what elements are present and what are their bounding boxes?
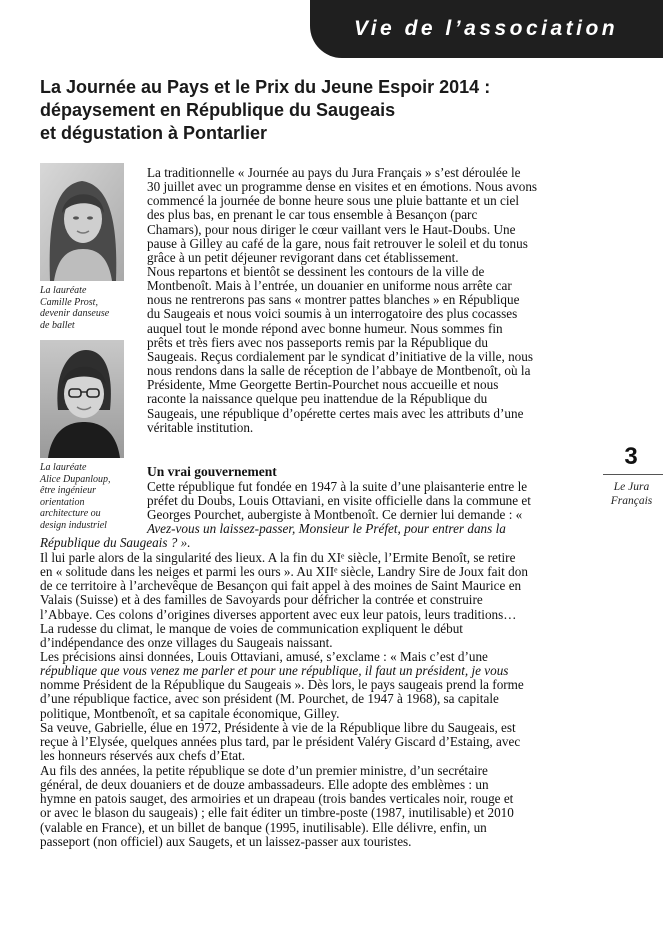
title-line: La Journée au Pays et le Prix du Jeune Espoir 2014 : bbox=[40, 77, 491, 97]
caption-line: Camille Prost, bbox=[40, 296, 98, 308]
paragraph-continuation bbox=[40, 536, 581, 550]
text-line: véritable institution. bbox=[147, 419, 254, 435]
text-line: politique, Montbenoît, et sa capitale économique, Gilley. bbox=[40, 705, 340, 721]
page-number: 3 bbox=[624, 443, 638, 470]
text-line: des plus bas, en prenant le car tous ensemble à Besançon (parc bbox=[147, 207, 478, 223]
text-line: Montbenoît. Mais à l’entrée, un douanier en uniforme nous arrête car bbox=[147, 278, 512, 294]
text-line: (valable en France), et un billet de banque (1995, inutilisable). Elle délivre, enfin, un bbox=[40, 819, 487, 835]
text-line: grâce à un petit déjeuner revigorant dans cet établissement. bbox=[147, 249, 459, 265]
text-line: d’une république factice, avec son président (M. Pourchet, de 1947 à 1968), sa capitale bbox=[40, 691, 499, 707]
caption-line: devenir danseuse bbox=[40, 308, 110, 319]
text-line: passeport (non officiel) aux Saugets, et un laissez-passer aux touristes. bbox=[40, 833, 412, 849]
section-title: Vie de l’association bbox=[354, 17, 619, 40]
photo-laureate-alice bbox=[40, 340, 124, 458]
photo-caption bbox=[40, 462, 140, 531]
caption-line: de ballet bbox=[40, 319, 75, 331]
caption-line: architecture ou bbox=[40, 508, 101, 519]
caption-line: être ingénieur bbox=[40, 485, 97, 496]
text-line: Les précisions ainsi données, Louis Ottaviani, amusé, s’exclame : « Mais c’est d’une bbox=[40, 649, 488, 664]
section-banner bbox=[310, 0, 663, 58]
text-line: nous rendons dans la salle de réception de l’abbaye de Montbenoît, où la bbox=[147, 363, 531, 379]
text-line: 30 juillet avec un programme dense en visites et en émotions. Nous avons bbox=[147, 179, 538, 195]
text-line: hymne en patois sauget, des armoiries et un drapeau (trois bandes verticales noir, rouge et bbox=[40, 791, 514, 807]
text-line: commencé la journée de bonne heure sous une pluie battante et un ciel bbox=[147, 193, 520, 209]
text-line: préfet du Doubs, Louis Ottaviani, en visite officielle dans la commune et bbox=[147, 493, 531, 509]
text-line: Présidente, Mme Georgette Bertin-Pourchet nous accueille et nous bbox=[147, 377, 499, 393]
divider bbox=[603, 474, 663, 475]
text-line: prêts et très fiers avec nos passeports remis par la République du bbox=[147, 334, 488, 350]
text-line: les honneurs réservés aux chefs d’Etat. bbox=[40, 748, 246, 764]
photo-caption bbox=[40, 285, 140, 331]
paragraph bbox=[147, 265, 581, 435]
paragraph bbox=[40, 650, 581, 721]
text-line: raconte la naissance quelque peu inattendue de la République du bbox=[147, 391, 488, 407]
text-line: nous ne rentrerons pas sans « montrer pattes blanches » en République bbox=[147, 292, 520, 308]
title-line: et dégustation à Pontarlier bbox=[40, 123, 268, 143]
caption-line: La lauréate bbox=[40, 462, 87, 473]
text-line: du Saugeais et nous voici soumis à un interrogatoire des plus cocasses bbox=[147, 306, 518, 322]
paragraph bbox=[147, 480, 581, 537]
text-line: Sa veuve, Gabrielle, élue en 1972, Présidente à vie de la République libre du Saugeais, est bbox=[40, 720, 516, 735]
title-line: dépaysement en République du Saugeais bbox=[40, 100, 396, 120]
text-line: Il lui parle alors de la singularité des lieux. A la fin du XIᵉ siècle, l’Ermite Benoît, se retire bbox=[40, 550, 516, 565]
text-line: Valais (Suisse) et à des familles de Savoyards pour défricher la contrée et construire bbox=[40, 592, 483, 608]
text-line: pause à Gilley au café de la gare, nous fait retrouver le soleil et du tonus bbox=[147, 235, 528, 251]
paragraph bbox=[40, 764, 581, 849]
journal-name-line: Français bbox=[610, 495, 653, 507]
text-line: Cette république fut fondée en 1947 à la suite d’une plaisanterie entre le bbox=[147, 479, 528, 494]
text-line: reçue à l’Elysée, quelques années plus tard, par le président Valéry Giscard d’Estaing, avec bbox=[40, 734, 521, 750]
text-line: général, de deux douaniers et de douze ambassadeurs. Elle adopte des emblèmes : un bbox=[40, 777, 489, 793]
journal-name bbox=[600, 480, 663, 508]
paragraph bbox=[40, 721, 581, 763]
text-line: Avez-vous un laissez-passer, Monsieur le Préfet, pour entrer dans la bbox=[147, 521, 506, 537]
text-line: Chamars), pour nous diriger le cœur vaillant vers le Haut-Doubs. Une bbox=[147, 221, 516, 237]
paragraph bbox=[40, 551, 581, 650]
text-line: Georges Pourchet, aubergiste à Montbenoît. Ce dernier lui demande : « bbox=[147, 507, 523, 523]
subheading: Un vrai gouvernement bbox=[147, 464, 277, 479]
text-line: l’Abbaye. Ces colons d’origines diverses apportent avec eux leur patois, leurs traditions… bbox=[40, 606, 517, 622]
article-title bbox=[40, 76, 580, 145]
text-line: d’indépendance des onze villages du Saugeais naissant. bbox=[40, 634, 333, 650]
text-line: La rudesse du climat, le manque de voies de communication expliquent le début bbox=[40, 620, 463, 636]
caption-line: La lauréate bbox=[40, 285, 87, 296]
caption-line: Alice Dupanloup, bbox=[40, 473, 111, 485]
journal-name-line: Le Jura bbox=[613, 481, 650, 493]
text-line: nomme Président de la République du Saugeais ». Dès lors, le pays saugeais prend la forme bbox=[40, 677, 524, 693]
text-line: La traditionnelle « Journée au pays du Jura Français » s’est déroulée le bbox=[147, 165, 521, 180]
text-line: or avec le blason du saugeais) ; elle fait éditer un timbre-poste (1987, inutilisable) et 2010 bbox=[40, 805, 514, 821]
text-line: Saugeais. Reçus cordialement par le syndicat d’initiative de la ville, nous bbox=[147, 348, 533, 364]
text-line: République du Saugeais ? ». bbox=[40, 535, 191, 550]
text-line: Saugeais, une république d’opérette certes mais avec les attributs d’une bbox=[147, 405, 524, 421]
text-line: en « solitude dans les neiges et parmi les ours ». Au XIIᵉ siècle, Landry Sire de Joux fait don bbox=[40, 564, 528, 580]
caption-line: orientation bbox=[40, 496, 85, 508]
paragraph bbox=[147, 166, 581, 265]
text-line: auquel tout le monde répond avec bonne humeur. Nous sommes fin bbox=[147, 320, 503, 336]
text-line: de ce territoire à l’archevêque de Besançon qui fait appel à des moines de Saint Maurice en bbox=[40, 578, 522, 594]
photo-laureate-camille bbox=[40, 163, 124, 281]
text-line: Nous repartons et bientôt se dessinent les contours de la ville de bbox=[147, 264, 485, 279]
text-line: république que vous venez me parler et pour une république, il faut un président, je vous bbox=[40, 663, 509, 679]
text-line: Au fils des années, la petite république se dote d’un premier ministre, d’un secrétaire bbox=[40, 763, 488, 778]
caption-line: design industriel bbox=[40, 519, 107, 531]
